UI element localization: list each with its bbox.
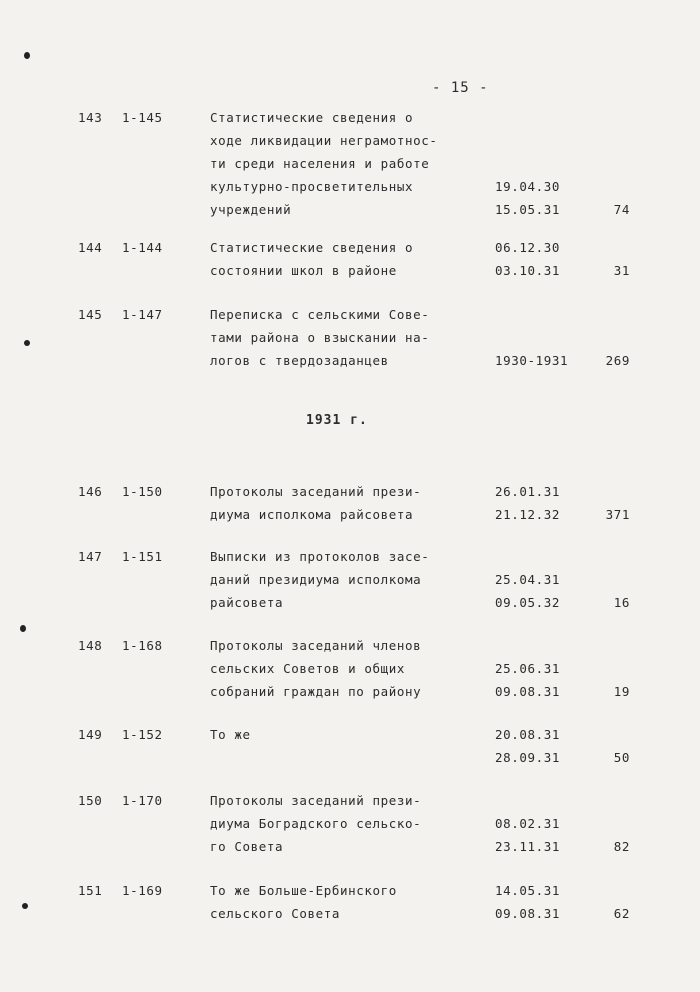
end-date: 23.11.31 — [495, 839, 561, 854]
scan-speck — [22, 903, 28, 909]
entry-number: 145 — [78, 307, 103, 322]
sheet-count: 62 — [613, 906, 630, 921]
end-date: 21.12.32 — [495, 507, 561, 522]
title-line: Протоколы заседаний прези- — [210, 484, 422, 499]
title-line: диума исполкома райсовета — [210, 507, 414, 522]
title-line: Статистические сведения о — [210, 240, 414, 255]
entry-dates — [495, 349, 575, 372]
file-number: 1-150 — [122, 484, 163, 499]
title-line: культурно-просветительных — [210, 179, 414, 194]
title-line: сельских Советов и общих — [210, 661, 406, 676]
title-line: райсовета — [210, 595, 284, 610]
end-date: 09.08.31 — [495, 906, 561, 921]
start-date: 25.06.31 — [495, 661, 561, 676]
title-line: Статистические сведения о — [210, 110, 414, 125]
entry-number: 148 — [78, 638, 103, 653]
scan-speck — [24, 52, 30, 59]
title-line: диума Боградского сельско- — [210, 816, 422, 831]
file-number: 1-168 — [122, 638, 163, 653]
title-line: ходе ликвидации неграмотнос- — [210, 133, 438, 148]
date-range: 1930-1931 — [495, 353, 569, 368]
entry-dates — [495, 175, 575, 221]
file-number: 1-144 — [122, 240, 163, 255]
file-number: 1-147 — [122, 307, 163, 322]
title-line: Протоколы заседаний членов — [210, 638, 422, 653]
scan-speck — [20, 625, 26, 632]
end-date: 09.05.32 — [495, 595, 561, 610]
title-line: собраний граждан по району — [210, 684, 422, 699]
entry-number: 150 — [78, 793, 103, 808]
start-date: 26.01.31 — [495, 484, 561, 499]
title-line: То же — [210, 727, 251, 742]
title-line: го Совета — [210, 839, 284, 854]
file-number: 1-152 — [122, 727, 163, 742]
sheet-count: 50 — [613, 750, 630, 765]
end-date: 28.09.31 — [495, 750, 561, 765]
title-line: Переписка с сельскими Сове- — [210, 307, 430, 322]
title-line: сельского Совета — [210, 906, 341, 921]
entry-dates — [495, 723, 575, 769]
sheet-count: 82 — [613, 839, 630, 854]
end-date: 03.10.31 — [495, 263, 561, 278]
entry-title — [210, 106, 480, 221]
sheet-count: 31 — [613, 263, 630, 278]
entry-title — [210, 723, 480, 746]
title-line: даний президиума исполкома — [210, 572, 422, 587]
entry-dates — [495, 568, 575, 614]
title-line: логов с твердозаданцев — [210, 353, 389, 368]
start-date: 25.04.31 — [495, 572, 561, 587]
end-date: 09.08.31 — [495, 684, 561, 699]
entry-dates — [495, 812, 575, 858]
end-date: 15.05.31 — [495, 202, 561, 217]
entry-number: 143 — [78, 110, 103, 125]
page-number: - 15 - — [432, 80, 489, 96]
entry-title — [210, 545, 480, 614]
entry-dates — [495, 657, 575, 703]
title-line: ти среди населения и работе — [210, 156, 430, 171]
sheet-count: 269 — [605, 353, 630, 368]
start-date: 19.04.30 — [495, 179, 561, 194]
start-date: 20.08.31 — [495, 727, 561, 742]
entry-title — [210, 480, 480, 526]
sheet-count: 19 — [613, 684, 630, 699]
title-line: То же Больше-Ербинского — [210, 883, 397, 898]
sheet-count: 74 — [613, 202, 630, 217]
entry-number: 147 — [78, 549, 103, 564]
file-number: 1-169 — [122, 883, 163, 898]
entry-dates — [495, 236, 575, 282]
start-date: 14.05.31 — [495, 883, 561, 898]
entry-number: 144 — [78, 240, 103, 255]
title-line: Выписки из протоколов засе- — [210, 549, 430, 564]
entry-dates — [495, 879, 575, 925]
entry-number: 149 — [78, 727, 103, 742]
file-number: 1-170 — [122, 793, 163, 808]
entry-title — [210, 789, 480, 858]
sheet-count: 371 — [605, 507, 630, 522]
scan-speck — [24, 340, 30, 346]
entry-number: 146 — [78, 484, 103, 499]
start-date: 06.12.30 — [495, 240, 561, 255]
entry-number: 151 — [78, 883, 103, 898]
file-number: 1-151 — [122, 549, 163, 564]
entry-title — [210, 634, 480, 703]
start-date: 08.02.31 — [495, 816, 561, 831]
sheet-count: 16 — [613, 595, 630, 610]
title-line: Протоколы заседаний прези- — [210, 793, 422, 808]
entry-title — [210, 879, 480, 925]
entry-title — [210, 303, 480, 372]
entry-dates — [495, 480, 575, 526]
title-line: тами района о взыскании на- — [210, 330, 430, 345]
title-line: учреждений — [210, 202, 292, 217]
file-number: 1-145 — [122, 110, 163, 125]
title-line: состоянии школ в районе — [210, 263, 397, 278]
section-year-heading: 1931 г. — [306, 413, 368, 428]
entry-title — [210, 236, 480, 282]
